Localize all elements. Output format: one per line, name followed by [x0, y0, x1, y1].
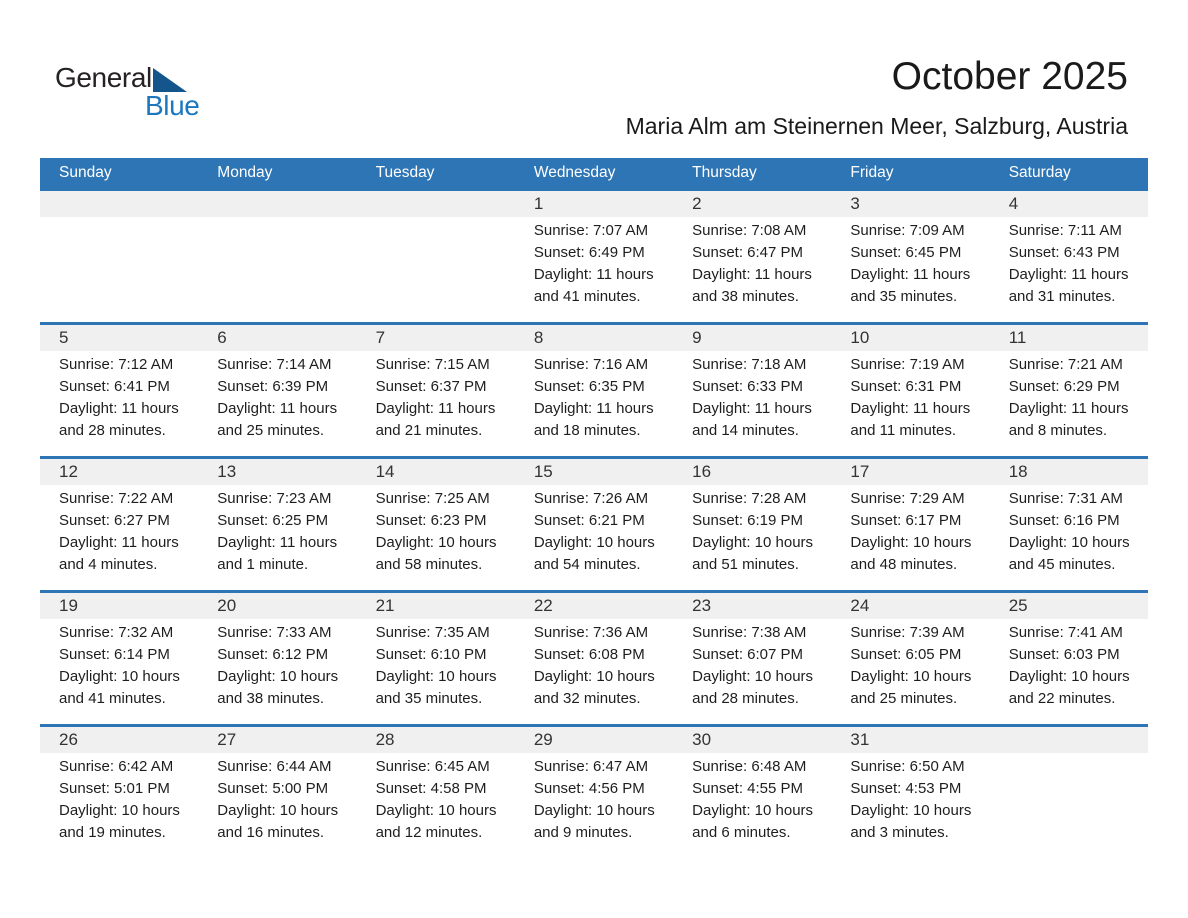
daylight-text-line1: Daylight: 10 hours — [217, 668, 339, 685]
daylight-text-line1: Daylight: 10 hours — [692, 668, 814, 685]
daylight-text-line2: and 14 minutes. — [692, 422, 799, 439]
day-number: 8 — [533, 328, 544, 347]
day-info-cell — [515, 753, 673, 844]
daylight-text-line1: Daylight: 10 hours — [59, 802, 180, 819]
sunset-text: Sunset: 6:27 PM — [59, 512, 170, 529]
sunset-text: Sunset: 6:12 PM — [217, 646, 329, 663]
week-row — [40, 322, 1148, 456]
daylight-text-line1: Daylight: 10 hours — [59, 668, 180, 685]
weekday-cell-tuesday: Tuesday — [375, 164, 435, 181]
daylight-text-line1: Daylight: 11 hours — [692, 400, 812, 417]
daylight-text-line2: and 11 minutes. — [850, 422, 957, 439]
sunset-text: Sunset: 4:53 PM — [850, 780, 962, 797]
sunrise-text: Sunrise: 6:42 AM — [59, 758, 174, 775]
logo-text-general: General — [55, 62, 152, 93]
day-info-cell — [831, 217, 989, 308]
day-info-cell — [831, 753, 989, 844]
sunset-text: Sunset: 6:49 PM — [533, 244, 645, 261]
day-number — [357, 191, 515, 217]
info-row — [40, 619, 1148, 710]
day-number: 27 — [217, 730, 237, 749]
sunrise-text: Sunrise: 7:12 AM — [59, 356, 174, 373]
weekday-header-row — [40, 158, 1148, 188]
daylight-text-line2: and 18 minutes. — [533, 422, 641, 439]
day-info-cell — [831, 485, 989, 576]
day-info-cell — [990, 753, 1148, 844]
day-info-cell — [198, 485, 356, 576]
daylight-text-line1: Daylight: 11 hours — [692, 266, 812, 283]
day-number: 22 — [533, 596, 553, 615]
day-number: 9 — [692, 328, 702, 347]
daylight-text-line2: and 35 minutes. — [375, 690, 483, 707]
month-title: October 2025 — [891, 55, 1128, 98]
daylight-text-line1: Daylight: 10 hours — [850, 802, 972, 819]
sunrise-text: Sunrise: 7:09 AM — [850, 222, 965, 239]
sunset-text: Sunset: 6:16 PM — [1008, 512, 1120, 529]
day-number: 17 — [850, 462, 870, 481]
day-info-cell — [831, 351, 989, 442]
day-number — [990, 727, 1148, 753]
sunset-text: Sunset: 6:39 PM — [217, 378, 329, 395]
sunset-text: Sunset: 6:19 PM — [692, 512, 804, 529]
daylight-text-line2: and 51 minutes. — [692, 556, 799, 573]
info-row — [40, 217, 1148, 308]
day-number: 13 — [217, 462, 237, 481]
day-number: 12 — [59, 462, 78, 481]
daylight-text-line1: Daylight: 11 hours — [59, 400, 179, 417]
sunset-text: Sunset: 4:55 PM — [692, 780, 804, 797]
daylight-text-line2: and 16 minutes. — [217, 824, 325, 841]
sunrise-text: Sunrise: 7:28 AM — [692, 490, 807, 507]
sunset-text: Sunset: 6:47 PM — [692, 244, 804, 261]
daylight-text-line2: and 54 minutes. — [533, 556, 641, 573]
day-info-cell — [990, 619, 1148, 710]
sunset-text: Sunset: 6:31 PM — [850, 378, 962, 395]
sunset-text: Sunset: 6:35 PM — [533, 378, 645, 395]
sunset-text: Sunset: 5:01 PM — [59, 780, 170, 797]
weekday-cell-thursday: Thursday — [692, 164, 757, 181]
day-number — [198, 191, 356, 217]
daylight-text-line1: Daylight: 10 hours — [850, 534, 972, 551]
day-info-cell — [40, 217, 198, 308]
sunset-text: Sunset: 6:41 PM — [59, 378, 170, 395]
sunset-text: Sunset: 6:23 PM — [375, 512, 487, 529]
sunrise-text: Sunrise: 7:31 AM — [1008, 490, 1123, 507]
sunset-text: Sunset: 6:45 PM — [850, 244, 962, 261]
day-number: 15 — [533, 462, 553, 481]
daylight-text-line1: Daylight: 10 hours — [533, 802, 655, 819]
day-number: 29 — [533, 730, 553, 749]
day-strip — [40, 459, 1148, 485]
day-number: 4 — [1008, 194, 1019, 213]
sunrise-text: Sunrise: 6:48 AM — [692, 758, 807, 775]
info-row — [40, 485, 1148, 576]
daylight-text-line1: Daylight: 11 hours — [533, 400, 654, 417]
day-strip — [40, 191, 1148, 217]
sunrise-text: Sunrise: 7:33 AM — [217, 624, 332, 641]
day-number: 26 — [59, 730, 78, 749]
sunrise-text: Sunrise: 7:21 AM — [1008, 356, 1123, 373]
daylight-text-line1: Daylight: 10 hours — [375, 534, 497, 551]
info-row — [40, 753, 1148, 844]
day-info-cell — [673, 753, 831, 844]
week-row — [40, 724, 1148, 858]
daylight-text-line1: Daylight: 10 hours — [850, 668, 972, 685]
day-info-cell — [831, 619, 989, 710]
sunrise-text: Sunrise: 7:41 AM — [1008, 624, 1123, 641]
sunset-text: Sunset: 6:17 PM — [850, 512, 962, 529]
weekday-cell-sunday: Sunday — [59, 164, 112, 181]
daylight-text-line2: and 32 minutes. — [533, 690, 641, 707]
day-info-cell — [990, 351, 1148, 442]
sunset-text: Sunset: 6:10 PM — [375, 646, 487, 663]
daylight-text-line1: Daylight: 10 hours — [692, 534, 814, 551]
general-blue-logo — [55, 60, 225, 122]
daylight-text-line2: and 35 minutes. — [850, 288, 958, 305]
day-info-cell — [515, 619, 673, 710]
daylight-text-line2: and 58 minutes. — [375, 556, 483, 573]
day-number: 7 — [375, 328, 386, 347]
logo-text-blue: Blue — [145, 90, 200, 121]
day-number: 1 — [533, 194, 544, 213]
week-row — [40, 188, 1148, 322]
daylight-text-line2: and 48 minutes. — [850, 556, 958, 573]
day-info-cell — [198, 217, 356, 308]
sunset-text: Sunset: 6:08 PM — [533, 646, 645, 663]
daylight-text-line2: and 28 minutes. — [59, 422, 166, 439]
sunrise-text: Sunrise: 6:47 AM — [533, 758, 649, 775]
sunrise-text: Sunrise: 7:35 AM — [375, 624, 490, 641]
sunrise-text: Sunrise: 7:39 AM — [850, 624, 965, 641]
day-number: 30 — [692, 730, 712, 749]
sunrise-text: Sunrise: 7:11 AM — [1008, 222, 1122, 239]
day-info-cell — [990, 485, 1148, 576]
sunrise-text: Sunrise: 7:25 AM — [375, 490, 490, 507]
day-info-cell — [673, 619, 831, 710]
sunrise-text: Sunrise: 6:50 AM — [850, 758, 965, 775]
sunset-text: Sunset: 6:03 PM — [1008, 646, 1120, 663]
sunrise-text: Sunrise: 6:45 AM — [375, 758, 490, 775]
day-strip — [40, 727, 1148, 753]
sunrise-text: Sunrise: 7:26 AM — [533, 490, 649, 507]
day-strip — [40, 325, 1148, 351]
daylight-text-line2: and 12 minutes. — [375, 824, 483, 841]
daylight-text-line2: and 25 minutes. — [850, 690, 958, 707]
daylight-text-line2: and 8 minutes. — [1008, 422, 1108, 439]
sunrise-text: Sunrise: 7:32 AM — [59, 624, 174, 641]
weekday-cell-monday: Monday — [217, 164, 273, 181]
day-info-cell — [357, 217, 515, 308]
day-number: 18 — [1008, 462, 1028, 481]
day-info-cell — [673, 485, 831, 576]
day-info-cell — [40, 485, 198, 576]
day-info-cell — [40, 753, 198, 844]
day-number: 14 — [375, 462, 395, 481]
calendar-body — [40, 188, 1148, 858]
daylight-text-line2: and 41 minutes. — [533, 288, 641, 305]
daylight-text-line1: Daylight: 10 hours — [1008, 534, 1130, 551]
day-number: 21 — [375, 596, 395, 615]
daylight-text-line1: Daylight: 11 hours — [217, 534, 338, 551]
sunrise-text: Sunrise: 7:14 AM — [217, 356, 332, 373]
daylight-text-line1: Daylight: 11 hours — [533, 266, 654, 283]
daylight-text-line2: and 21 minutes. — [375, 422, 483, 439]
day-info-cell — [357, 485, 515, 576]
sunrise-text: Sunrise: 7:22 AM — [59, 490, 174, 507]
sunrise-text: Sunrise: 7:23 AM — [217, 490, 332, 507]
day-number: 16 — [692, 462, 712, 481]
day-number: 23 — [692, 596, 712, 615]
daylight-text-line2: and 25 minutes. — [217, 422, 325, 439]
daylight-text-line1: Daylight: 10 hours — [692, 802, 814, 819]
day-number: 6 — [217, 328, 227, 347]
daylight-text-line1: Daylight: 11 hours — [1008, 266, 1129, 283]
daylight-text-line2: and 9 minutes. — [533, 824, 633, 841]
daylight-text-line1: Daylight: 10 hours — [533, 534, 655, 551]
daylight-text-line2: and 6 minutes. — [692, 824, 791, 841]
week-row — [40, 456, 1148, 590]
weekday-cell-wednesday: Wednesday — [533, 164, 616, 181]
day-info-cell — [357, 351, 515, 442]
sunset-text: Sunset: 6:05 PM — [850, 646, 962, 663]
sunset-text: Sunset: 6:21 PM — [533, 512, 645, 529]
daylight-text-line2: and 19 minutes. — [59, 824, 166, 841]
day-number: 19 — [59, 596, 78, 615]
daylight-text-line1: Daylight: 10 hours — [1008, 668, 1130, 685]
sunset-text: Sunset: 6:25 PM — [217, 512, 329, 529]
sunset-text: Sunset: 4:58 PM — [375, 780, 487, 797]
logo-triangle-icon — [153, 68, 187, 92]
sunrise-text: Sunrise: 7:19 AM — [850, 356, 965, 373]
daylight-text-line2: and 28 minutes. — [692, 690, 799, 707]
daylight-text-line1: Daylight: 11 hours — [59, 534, 179, 551]
daylight-text-line1: Daylight: 11 hours — [850, 266, 971, 283]
day-info-cell — [515, 351, 673, 442]
day-info-cell — [515, 485, 673, 576]
daylight-text-line2: and 4 minutes. — [59, 556, 158, 573]
sunset-text: Sunset: 6:29 PM — [1008, 378, 1120, 395]
daylight-text-line2: and 1 minute. — [217, 556, 309, 573]
daylight-text-line2: and 41 minutes. — [59, 690, 166, 707]
calendar — [40, 158, 1148, 858]
day-info-cell — [515, 217, 673, 308]
daylight-text-line1: Daylight: 10 hours — [375, 668, 497, 685]
daylight-text-line1: Daylight: 11 hours — [1008, 400, 1129, 417]
day-strip — [40, 593, 1148, 619]
day-number: 28 — [375, 730, 395, 749]
sunset-text: Sunset: 6:14 PM — [59, 646, 170, 663]
sunset-text: Sunset: 6:43 PM — [1008, 244, 1120, 261]
day-info-cell — [198, 753, 356, 844]
location-subtitle: Maria Alm am Steinernen Meer, Salzburg, Austria — [625, 113, 1128, 139]
week-row — [40, 590, 1148, 724]
daylight-text-line1: Daylight: 10 hours — [375, 802, 497, 819]
day-number: 2 — [692, 194, 702, 213]
day-info-cell — [673, 217, 831, 308]
day-info-cell — [357, 753, 515, 844]
weekday-cell-friday: Friday — [850, 164, 894, 181]
day-info-cell — [40, 351, 198, 442]
daylight-text-line2: and 31 minutes. — [1008, 288, 1116, 305]
day-number: 24 — [850, 596, 870, 615]
sunset-text: Sunset: 5:00 PM — [217, 780, 329, 797]
daylight-text-line1: Daylight: 10 hours — [217, 802, 339, 819]
info-row — [40, 351, 1148, 442]
sunrise-text: Sunrise: 7:08 AM — [692, 222, 807, 239]
sunrise-text: Sunrise: 7:36 AM — [533, 624, 649, 641]
sunrise-text: Sunrise: 7:15 AM — [375, 356, 490, 373]
sunrise-text: Sunrise: 7:38 AM — [692, 624, 807, 641]
day-info-cell — [198, 619, 356, 710]
sunset-text: Sunset: 6:33 PM — [692, 378, 804, 395]
day-info-cell — [40, 619, 198, 710]
daylight-text-line2: and 22 minutes. — [1008, 690, 1116, 707]
sunrise-text: Sunrise: 7:07 AM — [533, 222, 649, 239]
daylight-text-line2: and 45 minutes. — [1008, 556, 1116, 573]
day-number: 5 — [59, 328, 69, 347]
weekday-cell-saturday: Saturday — [1008, 164, 1071, 181]
day-number — [40, 191, 198, 217]
daylight-text-line1: Daylight: 10 hours — [533, 668, 655, 685]
daylight-text-line1: Daylight: 11 hours — [217, 400, 338, 417]
daylight-text-line2: and 38 minutes. — [217, 690, 325, 707]
daylight-text-line1: Daylight: 11 hours — [850, 400, 971, 417]
day-info-cell — [673, 351, 831, 442]
sunset-text: Sunset: 4:56 PM — [533, 780, 645, 797]
sunset-text: Sunset: 6:37 PM — [375, 378, 487, 395]
day-info-cell — [990, 217, 1148, 308]
day-number: 11 — [1008, 328, 1027, 347]
sunrise-text: Sunrise: 7:16 AM — [533, 356, 649, 373]
day-info-cell — [198, 351, 356, 442]
day-number: 31 — [850, 730, 870, 749]
daylight-text-line1: Daylight: 11 hours — [375, 400, 496, 417]
day-number: 25 — [1008, 596, 1028, 615]
sunrise-text: Sunrise: 7:18 AM — [692, 356, 807, 373]
day-number: 10 — [850, 328, 870, 347]
daylight-text-line2: and 38 minutes. — [692, 288, 799, 305]
sunset-text: Sunset: 6:07 PM — [692, 646, 804, 663]
sunrise-text: Sunrise: 6:44 AM — [217, 758, 332, 775]
daylight-text-line2: and 3 minutes. — [850, 824, 949, 841]
day-number: 3 — [850, 194, 860, 213]
day-info-cell — [357, 619, 515, 710]
day-number: 20 — [217, 596, 237, 615]
sunrise-text: Sunrise: 7:29 AM — [850, 490, 965, 507]
